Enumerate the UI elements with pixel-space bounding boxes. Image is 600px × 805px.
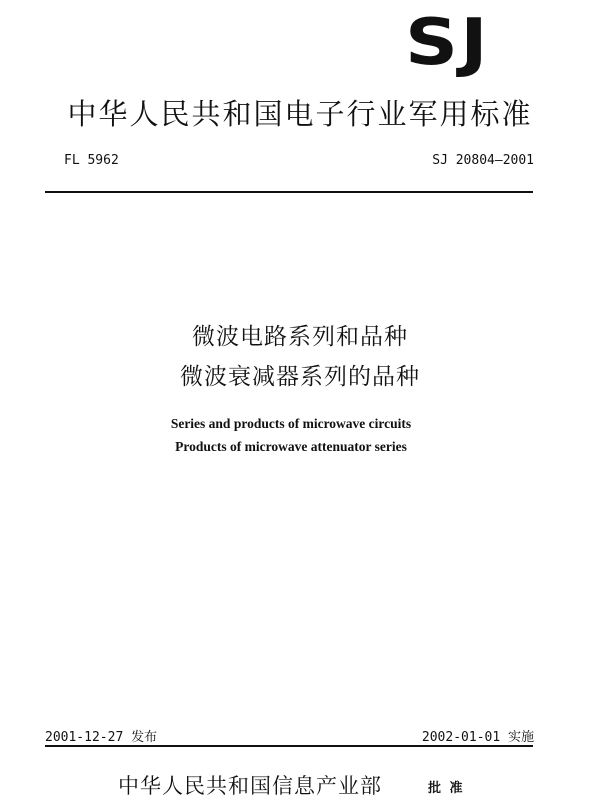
sj-logo: SJ — [405, 6, 490, 80]
issuing-authority: 中华人民共和国信息产业部 — [118, 774, 382, 798]
effective-date: 2002-01-01 实施 — [421, 730, 534, 745]
chinese-title-line-1: 微波电路系列和品种 — [192, 324, 408, 350]
approval-label: 批 准 — [428, 781, 465, 796]
classification-code: FL 5962 — [64, 153, 119, 168]
issue-date: 2001-12-27 发布 — [45, 730, 158, 745]
chinese-title-line-2: 微波衰减器系列的品种 — [180, 364, 420, 390]
top-divider — [45, 191, 533, 193]
bottom-divider — [45, 745, 533, 747]
english-title-line-2: Products of microwave attenuator series — [175, 439, 407, 454]
org-title: 中华人民共和国电子行业军用标准 — [67, 97, 533, 131]
standard-number: SJ 20804—2001 — [432, 153, 534, 168]
english-title-line-1: Series and products of microwave circuits — [170, 416, 412, 431]
